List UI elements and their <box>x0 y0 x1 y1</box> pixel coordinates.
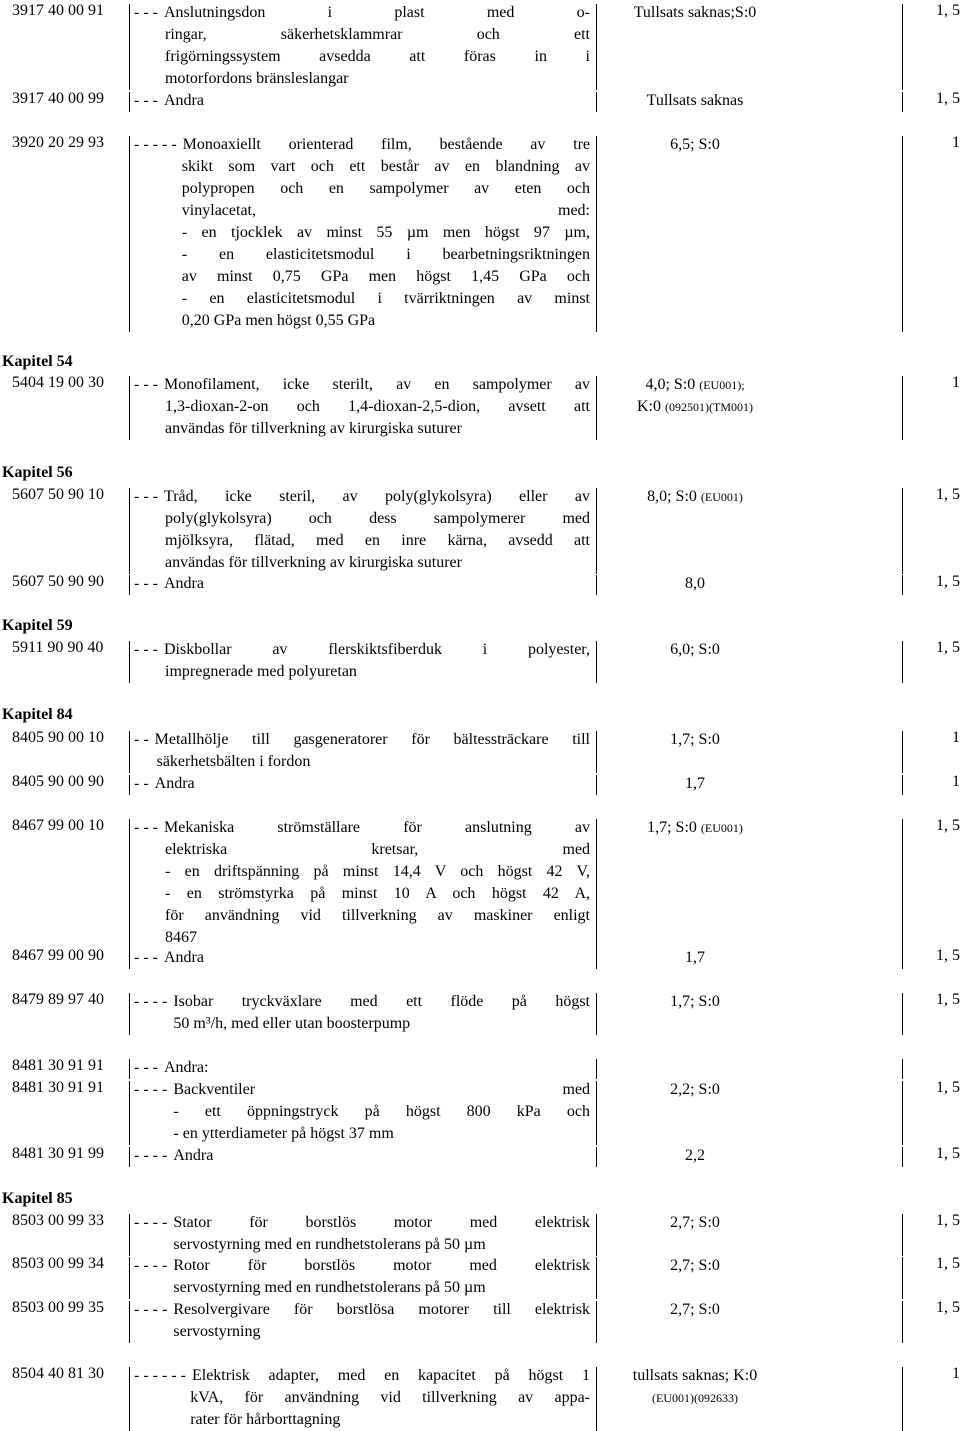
column-divider <box>129 1257 130 1299</box>
duty-rate-note: (EU001) <box>700 490 743 504</box>
description-text: Anslutningsdon i plast med o- <box>163 4 590 21</box>
duty-rate-line <box>600 729 790 751</box>
indent-dashes: - - - <box>134 488 158 505</box>
description-line: 8467 <box>165 929 197 946</box>
duty-rate-line <box>600 374 790 396</box>
indent-dashes: - - - <box>134 819 158 836</box>
description <box>134 2 590 90</box>
duty-rate-note: (092501)(TM001) <box>665 400 753 414</box>
duty-rate <box>600 2 790 24</box>
description-text: Monofilament, icke sterilt, av en sampolymer av <box>163 376 590 393</box>
description <box>134 1212 590 1256</box>
column-divider <box>129 92 130 112</box>
measure-code: 1, 5 <box>936 486 960 503</box>
duty-rate-note: (EU001)(092633) <box>652 1391 738 1405</box>
description <box>134 486 590 574</box>
tariff-code: 8467 99 00 10 <box>12 817 104 834</box>
description-line <box>134 1057 590 1079</box>
tariff-code: 8481 30 91 99 <box>12 1145 104 1162</box>
indent-dashes: - - - <box>134 92 158 109</box>
indent-dashes: - - - - <box>134 1257 168 1274</box>
chapter-heading: Kapitel 56 <box>2 464 73 481</box>
description-text: Andra <box>163 949 204 966</box>
duty-rate-line <box>600 817 790 839</box>
duty-rate <box>600 573 790 595</box>
description <box>134 991 590 1035</box>
measure-code: 1, 5 <box>936 1145 960 1162</box>
duty-rate <box>600 374 790 418</box>
description-line: impregnerade med polyuretan <box>165 663 357 680</box>
description <box>134 947 590 969</box>
column-divider <box>902 488 903 574</box>
duty-rate-text: 8,0 <box>685 575 705 592</box>
description-line: säkerhetsbälten i fordon <box>156 753 311 770</box>
description-line: - en ytterdiameter på högst 37 mm <box>173 1125 394 1142</box>
measure-code: 1, 5 <box>936 573 960 590</box>
indent-dashes: - - - - - <box>134 136 177 153</box>
tariff-code: 5607 50 90 10 <box>12 486 104 503</box>
column-divider <box>129 1147 130 1167</box>
description-text: Resolvergivare för borstlösa motorer till elektrisk <box>173 1301 590 1318</box>
duty-rate-line <box>600 991 790 1013</box>
description-line: - en driftspänning på minst 14,4 V och högst 42 V, <box>165 863 590 880</box>
duty-rate <box>600 947 790 969</box>
description <box>134 1255 590 1299</box>
column-divider <box>902 1257 903 1299</box>
column-divider <box>902 641 903 683</box>
column-divider <box>902 949 903 969</box>
description-text: Andra <box>163 575 204 592</box>
measure-code: 1 <box>952 1365 960 1382</box>
tariff-code: 8405 90 00 10 <box>12 729 104 746</box>
description-line: - ett öppningstryck på högst 800 kPa och <box>173 1103 590 1120</box>
column-divider <box>902 376 903 440</box>
description-line: - en strömstyrka på minst 10 A och högst 42 A, <box>165 885 590 902</box>
description-text: Andra <box>163 92 204 109</box>
measure-code: 1, 5 <box>936 90 960 107</box>
tariff-code: 5607 50 90 90 <box>12 573 104 590</box>
duty-rate <box>600 1079 790 1101</box>
description-line <box>134 817 590 839</box>
indent-dashes: - - <box>134 731 149 748</box>
column-divider <box>902 1081 903 1145</box>
indent-dashes: - - - <box>134 641 158 658</box>
duty-rate <box>600 90 790 112</box>
description-line: - en elasticitetsmodul i bearbetningsriktningen <box>181 246 590 263</box>
column-divider <box>902 4 903 90</box>
description-line: motorfordons bränsleslangar <box>165 70 349 87</box>
column-divider <box>129 575 130 595</box>
description <box>134 639 590 683</box>
description-line: användas för tillverkning av kirurgiska suturer <box>165 554 462 571</box>
description-line <box>134 1079 590 1101</box>
measure-code: 1 <box>952 773 960 790</box>
duty-rate-line <box>600 639 790 661</box>
column-divider <box>596 136 597 332</box>
duty-rate-line <box>600 1365 790 1387</box>
description <box>134 1365 590 1431</box>
measure-code: 1 <box>952 134 960 151</box>
duty-rate-text: 1,7; S:0 <box>670 993 720 1010</box>
tariff-code: 8481 30 91 91 <box>12 1057 104 1074</box>
duty-rate-line <box>600 1212 790 1234</box>
description-line <box>134 1299 590 1321</box>
indent-dashes: - - - <box>134 575 158 592</box>
duty-rate-text: 1,7; S:0 <box>670 731 720 748</box>
description-line <box>134 573 590 595</box>
measure-code: 1, 5 <box>936 947 960 964</box>
duty-rate <box>600 134 790 156</box>
column-divider <box>902 1059 903 1079</box>
tariff-code: 8503 00 99 33 <box>12 1212 104 1229</box>
description-line <box>134 991 590 1013</box>
measure-code: 1, 5 <box>936 1079 960 1096</box>
column-divider <box>129 4 130 90</box>
duty-rate-line <box>600 773 790 795</box>
chapter-heading: Kapitel 54 <box>2 353 73 370</box>
description-line <box>134 2 590 24</box>
description <box>134 1145 590 1167</box>
description-line: servostyrning med en rundhetstolerans på 50 µm <box>173 1279 486 1296</box>
column-divider <box>902 1214 903 1256</box>
description <box>134 134 590 332</box>
duty-rate <box>600 486 790 508</box>
chapter-heading: Kapitel 84 <box>2 706 73 723</box>
duty-rate-text: 1,7 <box>685 775 705 792</box>
description-text: Isobar tryckväxlare med ett flöde på högst <box>173 993 590 1010</box>
duty-rate-text: 2,2; S:0 <box>670 1081 720 1098</box>
column-divider <box>596 4 597 90</box>
description-line: servostyrning <box>173 1323 261 1340</box>
column-divider <box>902 731 903 773</box>
description-text: Tråd, icke steril, av poly(glykolsyra) eller av <box>163 488 590 505</box>
column-divider <box>596 1257 597 1299</box>
duty-rate <box>600 817 790 839</box>
duty-rate-line <box>600 1255 790 1277</box>
column-divider <box>129 1214 130 1256</box>
column-divider <box>596 1059 597 1079</box>
description-line <box>134 1365 590 1387</box>
duty-rate-line <box>600 1299 790 1321</box>
duty-rate-line <box>600 947 790 969</box>
description-line <box>134 639 590 661</box>
duty-rate-line <box>600 1145 790 1167</box>
column-divider <box>902 92 903 112</box>
duty-rate-text: 6,0; S:0 <box>670 641 720 658</box>
indent-dashes: - - - <box>134 1059 158 1076</box>
description-line <box>134 374 590 396</box>
description <box>134 573 590 595</box>
description-line <box>134 1255 590 1277</box>
description-line: - en tjocklek av minst 55 µm men högst 97 µm, <box>181 224 590 241</box>
duty-rate-note: (EU001) <box>700 821 743 835</box>
measure-code: 1 <box>952 374 960 391</box>
column-divider <box>902 993 903 1035</box>
description-text: Stator för borstlös motor med elektrisk <box>173 1214 590 1231</box>
column-divider <box>129 1301 130 1343</box>
column-divider <box>129 993 130 1035</box>
measure-code: 1, 5 <box>936 1212 960 1229</box>
tariff-code: 5911 90 90 40 <box>12 639 104 656</box>
indent-dashes: - - - - <box>134 1214 168 1231</box>
column-divider <box>596 92 597 112</box>
column-divider <box>902 1301 903 1343</box>
description-text: Mekaniska strömställare för anslutning av <box>163 819 590 836</box>
column-divider <box>129 136 130 332</box>
description-line <box>134 947 590 969</box>
description-line: servostyrning med en rundhetstolerans på 50 µm <box>173 1236 486 1253</box>
description <box>134 1299 590 1343</box>
column-divider <box>596 1367 597 1431</box>
duty-rate-text: tullsats saknas; K:0 <box>632 1367 758 1384</box>
measure-code: 1, 5 <box>936 1299 960 1316</box>
column-divider <box>596 1214 597 1256</box>
column-divider <box>596 1147 597 1167</box>
description-text: Andra: <box>163 1059 209 1076</box>
duty-rate-note: (EU001); <box>699 378 745 392</box>
description-line: vinylacetat, med: <box>181 202 590 219</box>
description-line: 0,20 GPa men högst 0,55 GPa <box>181 312 376 329</box>
column-divider <box>596 819 597 949</box>
duty-rate-text: 1,7; S:0 <box>647 819 697 836</box>
column-divider <box>596 949 597 969</box>
description <box>134 817 590 949</box>
duty-rate <box>600 773 790 795</box>
column-divider <box>129 1367 130 1431</box>
column-divider <box>902 819 903 949</box>
column-divider <box>902 575 903 595</box>
description-line: kVA, för användning vid tillverkning av appa- <box>190 1389 590 1406</box>
duty-rate-text: Tullsats saknas <box>646 92 744 109</box>
tariff-code: 8481 30 91 91 <box>12 1079 104 1096</box>
duty-rate-line <box>600 134 790 156</box>
column-divider <box>596 575 597 595</box>
description <box>134 90 590 112</box>
tariff-code: 3917 40 00 99 <box>12 90 104 107</box>
measure-code: 1 <box>952 729 960 746</box>
description-text: Andra <box>173 1147 214 1164</box>
description-line: 50 m³/h, med eller utan boosterpump <box>173 1015 411 1032</box>
column-divider <box>596 488 597 574</box>
description-line <box>134 773 590 795</box>
duty-rate-text: 1,7 <box>685 949 705 966</box>
duty-rate-text: 2,7; S:0 <box>670 1214 720 1231</box>
tariff-code: 3917 40 00 91 <box>12 2 104 19</box>
column-divider <box>129 376 130 440</box>
description-text: Monoaxiellt orienterad film, bestående av tre <box>182 136 590 153</box>
column-divider <box>129 819 130 949</box>
description-line: - en elasticitetsmodul i tvärriktningen av minst <box>181 290 590 307</box>
duty-rate-text: 2,2 <box>685 1147 705 1164</box>
measure-code: 1, 5 <box>936 991 960 1008</box>
duty-rate-line <box>600 1079 790 1101</box>
indent-dashes: - - - - - - <box>134 1367 186 1384</box>
chapter-heading: Kapitel 59 <box>2 617 73 634</box>
description-line: skikt som vart och ett består av en blandning av <box>181 158 590 175</box>
column-divider <box>596 993 597 1035</box>
description-line <box>134 729 590 751</box>
column-divider <box>596 641 597 683</box>
duty-rate-line <box>600 2 790 24</box>
indent-dashes: - - - - <box>134 1147 168 1164</box>
description-text: Elektrisk adapter, med en kapacitet på högst 1 <box>191 1367 590 1384</box>
column-divider <box>129 1081 130 1145</box>
description-line: polypropen och en sampolymer av eten och <box>181 180 590 197</box>
indent-dashes: - - - <box>134 376 158 393</box>
measure-code: 1, 5 <box>936 639 960 656</box>
column-divider <box>596 731 597 773</box>
description-line: elektriska kretsar, med <box>165 841 590 858</box>
indent-dashes: - - - <box>134 949 158 966</box>
tariff-code: 8405 90 00 90 <box>12 773 104 790</box>
column-divider <box>902 1367 903 1431</box>
duty-rate-text: 8,0; S:0 <box>647 488 697 505</box>
description-line: frigörningssystem avsedda att föras in i <box>165 48 590 65</box>
column-divider <box>129 1059 130 1079</box>
description <box>134 1079 590 1145</box>
chapter-heading: Kapitel 85 <box>2 1190 73 1207</box>
description <box>134 729 590 773</box>
duty-rate-text: Tullsats saknas;S:0 <box>633 4 757 21</box>
indent-dashes: - - - - <box>134 1301 168 1318</box>
column-divider <box>129 775 130 795</box>
duty-rate-line <box>600 573 790 595</box>
indent-dashes: - - - - <box>134 1081 168 1098</box>
tariff-code: 8467 99 00 90 <box>12 947 104 964</box>
column-divider <box>902 136 903 332</box>
measure-code: 1, 5 <box>936 2 960 19</box>
description-line: användas för tillverkning av kirurgiska suturer <box>165 420 462 437</box>
duty-rate <box>600 729 790 751</box>
measure-code: 1, 5 <box>936 1255 960 1272</box>
description-line: poly(glykolsyra) och dess sampolymerer med <box>165 510 590 527</box>
indent-dashes: - - - - <box>134 993 168 1010</box>
duty-rate-text: 2,7; S:0 <box>670 1301 720 1318</box>
column-divider <box>596 1081 597 1145</box>
description-line: ringar, säkerhetsklammrar och ett <box>165 26 590 43</box>
description <box>134 1057 590 1079</box>
column-divider <box>596 1301 597 1343</box>
tariff-code: 8503 00 99 35 <box>12 1299 104 1316</box>
column-divider <box>596 376 597 440</box>
description-line <box>134 486 590 508</box>
description-line <box>134 134 590 156</box>
description <box>134 374 590 440</box>
tariff-code: 8503 00 99 34 <box>12 1255 104 1272</box>
tariff-code: 8504 40 81 30 <box>12 1365 104 1382</box>
duty-rate-line <box>600 90 790 112</box>
column-divider <box>129 488 130 574</box>
indent-dashes: - - <box>134 775 149 792</box>
column-divider <box>902 775 903 795</box>
tariff-code: 3920 20 29 93 <box>12 134 104 151</box>
duty-rate <box>600 1145 790 1167</box>
description-line: mjölksyra, flätad, med en inre kärna, avsedd att <box>165 532 590 549</box>
duty-rate <box>600 1365 790 1409</box>
description-line <box>134 90 590 112</box>
duty-rate <box>600 1212 790 1234</box>
column-divider <box>129 731 130 773</box>
description-text: Andra <box>154 775 195 792</box>
duty-rate-line <box>600 486 790 508</box>
tariff-code: 5404 19 00 30 <box>12 374 104 391</box>
description-line <box>134 1212 590 1234</box>
description-text: Rotor för borstlös motor med elektrisk <box>173 1257 590 1274</box>
duty-rate-text: K:0 <box>637 398 661 415</box>
description-line: av minst 0,75 GPa men högst 1,45 GPa och <box>181 268 590 285</box>
column-divider <box>902 1147 903 1167</box>
tariff-code: 8479 89 97 40 <box>12 991 104 1008</box>
duty-rate <box>600 639 790 661</box>
duty-rate <box>600 1255 790 1277</box>
duty-rate-text: 6,5; S:0 <box>670 136 720 153</box>
duty-rate-text: 2,7; S:0 <box>670 1257 720 1274</box>
description-text: Backventiler med <box>173 1081 590 1098</box>
measure-code: 1, 5 <box>936 817 960 834</box>
description-text: Metallhölje till gasgeneratorer för bältessträckare till <box>154 731 590 748</box>
column-divider <box>596 775 597 795</box>
column-divider <box>129 641 130 683</box>
duty-rate-line <box>600 1387 790 1409</box>
column-divider <box>129 949 130 969</box>
duty-rate-line <box>600 396 790 418</box>
description <box>134 773 590 795</box>
duty-rate-text: 4,0; S:0 <box>645 376 696 393</box>
description-line <box>134 1145 590 1167</box>
description-line: rater för hårborttagning <box>190 1411 341 1428</box>
duty-rate <box>600 991 790 1013</box>
description-text: Diskbollar av flerskiktsfiberduk i polyester, <box>163 641 590 658</box>
description-line: för användning vid tillverkning av maskiner enligt <box>165 907 590 924</box>
indent-dashes: - - - <box>134 4 158 21</box>
description-line: 1,3-dioxan-2-on och 1,4-dioxan-2,5-dion, avsett att <box>165 398 590 415</box>
duty-rate <box>600 1299 790 1321</box>
